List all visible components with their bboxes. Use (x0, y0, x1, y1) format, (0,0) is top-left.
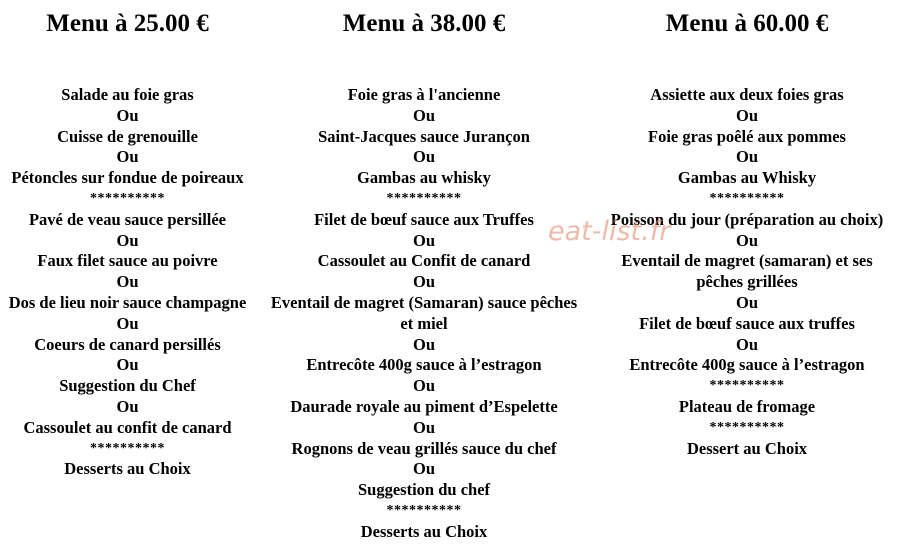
menu-item: Eventail de magret (Samaran) sauce pêches et miel (270, 292, 578, 333)
menu-or-separator: Ou (116, 147, 139, 167)
menu-60-items (598, 85, 896, 459)
menu-item: Gambas au Whisky (677, 168, 817, 188)
menu-item: Foie gras à l'ancienne (347, 85, 501, 104)
course-separator: ********** (709, 378, 785, 394)
watermark: eat-list.fr (548, 216, 671, 247)
menu-item: Suggestion du chef (357, 480, 491, 500)
menu-item: Cassoulet au Confit de canard (317, 251, 531, 271)
menu-or-separator: Ou (116, 355, 139, 375)
menu-item: Salade au foie gras (61, 85, 194, 104)
menu-38-items (265, 85, 583, 543)
menu-item: Foie gras poêlé aux pommes (648, 126, 846, 146)
menu-60-column (598, 0, 896, 459)
menu-or-separator: Ou (735, 334, 758, 354)
menu-or-separator: Ou (412, 459, 435, 479)
menu-item: Daurade royale au piment d’Espelette (290, 396, 558, 416)
menu-25-items (0, 85, 255, 480)
menu-or-separator: Ou (116, 105, 139, 125)
menu-item: Entrecôte 400g sauce à l’estragon (629, 355, 865, 375)
menu-item: Assiette aux deux foies gras (650, 85, 844, 104)
menu-item: Filet de bœuf sauce aux Truffes (314, 209, 534, 229)
menu-or-separator: Ou (116, 313, 139, 333)
menu-25-column (0, 0, 255, 480)
menu-item: Desserts au Choix (64, 459, 191, 479)
menu-38-column (265, 0, 583, 543)
menu-item: Desserts au Choix (360, 521, 488, 541)
menu-or-separator: Ou (735, 292, 758, 312)
menu-item: Dos de lieu noir sauce champagne (8, 292, 247, 312)
menu-or-separator: Ou (412, 334, 435, 354)
menu-or-separator: Ou (735, 230, 758, 250)
menu-or-separator: Ou (735, 147, 758, 167)
menu-item: Dessert au Choix (686, 438, 808, 458)
menu-or-separator: Ou (412, 376, 435, 396)
menu-item: Coeurs de canard persillés (34, 334, 221, 354)
menu-or-separator: Ou (735, 105, 758, 125)
menu-or-separator: Ou (412, 417, 435, 437)
menu-item: Poisson du jour (préparation au choix) (610, 209, 884, 229)
menu-or-separator: Ou (412, 147, 435, 167)
course-separator: ********** (386, 502, 462, 518)
menu-item: Faux filet sauce au poivre (37, 251, 218, 271)
menu-or-separator: Ou (412, 105, 435, 125)
menu-item: Pétoncles sur fondue de poireaux (11, 168, 244, 188)
menu-25-title: Menu à 25.00 € (46, 10, 209, 37)
menu-item: Plateau de fromage (678, 396, 816, 416)
menu-or-separator: Ou (116, 272, 139, 292)
menu-item: Eventail de magret (samaran) et ses pêches grillées (621, 251, 873, 292)
menu-item: Entrecôte 400g sauce à l’estragon (306, 355, 542, 375)
menu-item: Cuisse de grenouille (57, 126, 198, 146)
menu-or-separator: Ou (412, 230, 435, 250)
menu-60-title: Menu à 60.00 € (665, 10, 829, 37)
menu-or-separator: Ou (116, 396, 139, 416)
course-separator: ********** (709, 190, 785, 206)
menu-item: Saint-Jacques sauce Jurançon (318, 126, 530, 146)
course-separator: ********** (386, 190, 462, 206)
menu-item: Suggestion du Chef (59, 376, 196, 396)
course-separator: ********** (709, 419, 785, 435)
menu-or-separator: Ou (116, 230, 139, 250)
course-separator: ********** (90, 440, 165, 456)
menu-item: Cassoulet au confit de canard (23, 417, 232, 437)
menu-item: Pavé de veau sauce persillée (28, 209, 227, 229)
menu-38-title: Menu à 38.00 € (342, 10, 506, 37)
menu-or-separator: Ou (412, 272, 435, 292)
course-separator: ********** (90, 190, 165, 206)
menu-item: Gambas au whisky (357, 168, 491, 188)
menu-item: Filet de bœuf sauce aux truffes (639, 313, 855, 333)
menu-item: Rognons de veau grillés sauce du chef (291, 438, 557, 458)
